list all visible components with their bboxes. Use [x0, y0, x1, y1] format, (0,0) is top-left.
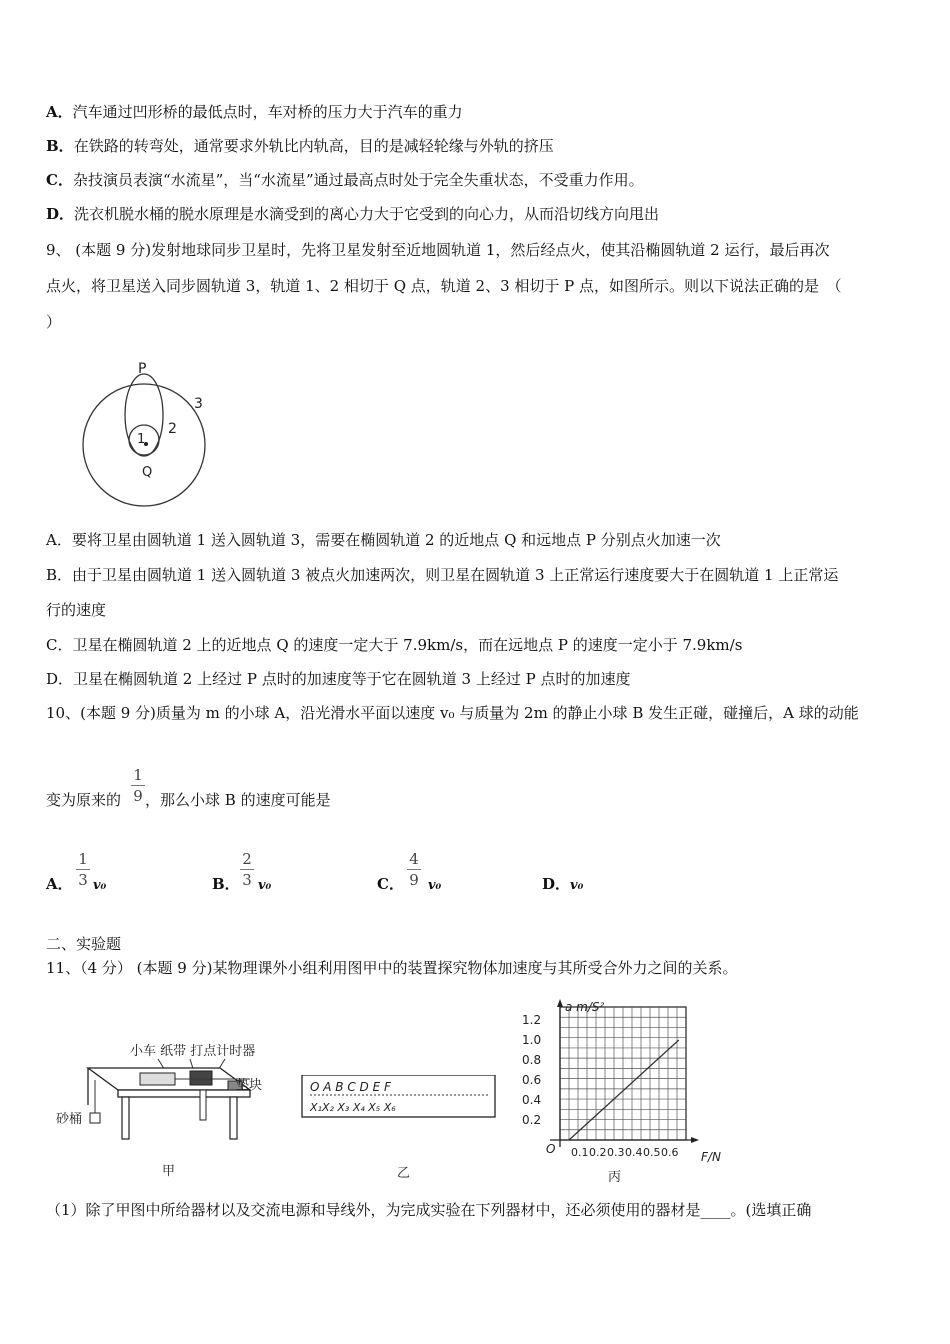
sand-bucket [90, 1113, 100, 1123]
y-tick-label: 0.2 [522, 1113, 542, 1127]
timer [190, 1071, 212, 1085]
figure-yi-caption: 乙 [397, 1166, 411, 1181]
q10-option-c-label [377, 874, 404, 894]
frac-numerator: 2 [242, 850, 252, 868]
q10-stem-line1: 10、(本题 9 分)质量为 m 的小球 A，沿光滑水平面以速度 v₀ 与质量为 2m 的静止小球 B 发生正碰，碰撞后，A 球的动能 [46, 704, 859, 722]
apparatus-labels: 小车 纸带 打点计时器 [130, 1044, 256, 1059]
frac-denominator: 9 [133, 787, 143, 805]
x-tick-label: 0.4 [625, 1146, 643, 1159]
q11-sub1: （1）除了甲图中所给器材以及交流电源和导线外，为完成实验在下列器材中，还必须使用的器材是____。(选填正确 [46, 1201, 812, 1219]
q9-stem-line3: ） [46, 313, 62, 331]
figure-bing-chart [505, 995, 735, 1190]
q10-option-c-fraction [407, 850, 421, 889]
q8-b-label: B． [46, 137, 74, 155]
section-heading: 二、实验题 [46, 935, 122, 953]
q9-option-b-line2: 行的速度 [46, 601, 107, 619]
q10-fraction-one-ninth [131, 766, 145, 805]
q11-stem: 11、（4 分） (本题 9 分)某物理课外小组利用图甲中的装置探究物体加速度与其所受合外力之间的关系。 [46, 959, 738, 977]
bucket-label: 砂桶 [56, 1112, 83, 1127]
frac-numerator: 4 [409, 850, 419, 868]
q10-line2-suffix: ，那么小球 B 的速度可能是 [145, 791, 331, 809]
q8-d-label: D． [46, 205, 75, 223]
orbit-3-label: 3 [194, 396, 203, 412]
figure-bing-caption: 丙 [608, 1170, 622, 1185]
y-tick-label: 1.2 [522, 1013, 542, 1027]
q10-d-unit: v₀ [570, 878, 584, 893]
q8-d-text: 洗衣机脱水桶的脱水原理是水滴受到的离心力大于它受到的向心力，从而沿切线方向甩出 [74, 205, 660, 223]
q10-stem-line2 [46, 790, 331, 810]
frac-denominator: 3 [242, 871, 252, 889]
q10-option-a-label [46, 874, 73, 894]
q10-line2-prefix: 变为原来的 [46, 791, 122, 809]
tape-points: O A B C D E F [310, 1080, 391, 1094]
q9-stem-line1: 9、 (本题 9 分)发射地球同步卫星时，先将卫星发射至近地圆轨道 1，然后经点火，使其沿椭圆轨道 2 运行，最后再次 [46, 241, 830, 259]
orbit-diagram [80, 355, 220, 525]
x-tick-label: 0.3 [607, 1146, 625, 1159]
figure-jia-apparatus [50, 1035, 290, 1180]
x-axis-label: F/N [701, 1150, 721, 1164]
q10-a-label: A． [46, 875, 73, 893]
tape-segments: X₁X₂ X₃ X₄ X₅ X₆ [310, 1101, 396, 1114]
q9-option-b-line1: B．由于卫星由圆轨道 1 送入圆轨道 3 被点火加速两次，则卫星在圆轨道 3 上正常运行速度要大于在圆轨道 1 上正常运 [46, 566, 839, 584]
frac-denominator: 3 [78, 871, 88, 889]
point-p-label: P [138, 361, 147, 377]
q9-stem-line2: 点火，将卫星送入同步圆轨道 3，轨道 1、2 相切于 Q 点，轨道 2、3 相切于 P 点，如图所示。则以下说法正确的是 （ [46, 277, 842, 295]
x-tick-label: 0.5 [643, 1146, 661, 1159]
q10-option-b-fraction [240, 850, 254, 889]
q10-d-label: D． [542, 875, 571, 893]
x-tick-label: 0.6 [661, 1146, 679, 1159]
frac-denominator: 9 [409, 871, 419, 889]
figure-jia-caption: 甲 [162, 1164, 176, 1179]
orbit-2-label: 2 [168, 421, 177, 437]
table-leg [122, 1097, 129, 1139]
q8-a-text: 汽车通过凹形桥的最低点时，车对桥的压力大于汽车的重力 [72, 103, 463, 121]
q8-option-b [46, 136, 554, 156]
x-tick-label: 0.1 [571, 1146, 589, 1159]
q8-a-label: A． [46, 103, 73, 121]
q10-option-b-label [212, 874, 240, 894]
block-label: 垫块 [236, 1078, 263, 1093]
q10-option-b-unit: v₀ [258, 878, 272, 893]
q10-option-d [542, 874, 583, 896]
q10-option-a-fraction [76, 850, 90, 889]
y-tick-label: 1.0 [522, 1033, 542, 1047]
q10-option-c-unit: v₀ [428, 878, 442, 893]
q8-option-a [46, 102, 463, 122]
point-q-label: Q [142, 465, 153, 480]
q9-option-d: D．卫星在椭圆轨道 2 上经过 P 点时的加速度等于它在圆轨道 3 上经过 P 点时的加速度 [46, 670, 631, 688]
x-tick-label: 0.2 [589, 1146, 607, 1159]
q8-c-text: 杂技演员表演“水流星”，当“水流星”通过最高点时处于完全失重状态，不受重力作用。 [72, 171, 644, 189]
q10-option-a-unit: v₀ [93, 878, 107, 893]
q8-option-d [46, 204, 659, 224]
table-leg [200, 1090, 206, 1120]
y-tick-label: 0.4 [522, 1093, 542, 1107]
frac-numerator: 1 [78, 850, 88, 868]
table-leg [230, 1097, 237, 1139]
q8-c-label: C． [46, 171, 73, 189]
q10-c-label: C． [377, 875, 404, 893]
origin-label: O [546, 1142, 556, 1156]
q10-b-label: B． [212, 875, 240, 893]
q8-b-text: 在铁路的转弯处，通常要求外轨比内轨高，目的是减轻轮缘与外轨的挤压 [73, 137, 554, 155]
y-tick-label: 0.6 [522, 1073, 542, 1087]
q8-option-c [46, 170, 644, 190]
figure-yi-tape [300, 1075, 500, 1190]
y-tick-label: 0.8 [522, 1053, 542, 1067]
cart [140, 1073, 175, 1085]
q9-option-a: A．要将卫星由圆轨道 1 送入圆轨道 3，需要在椭圆轨道 2 的近地点 Q 和远地点 P 分别点火加速一次 [46, 531, 721, 549]
y-axis-label: a m/S² [565, 1000, 605, 1014]
q9-option-c: C．卫星在椭圆轨道 2 上的近地点 Q 的速度一定大于 7.9km/s，而在远地点 P 的速度一定小于 7.9km/s [46, 636, 743, 654]
frac-numerator: 1 [133, 766, 143, 784]
orbit-1-label: 1 [137, 432, 146, 447]
